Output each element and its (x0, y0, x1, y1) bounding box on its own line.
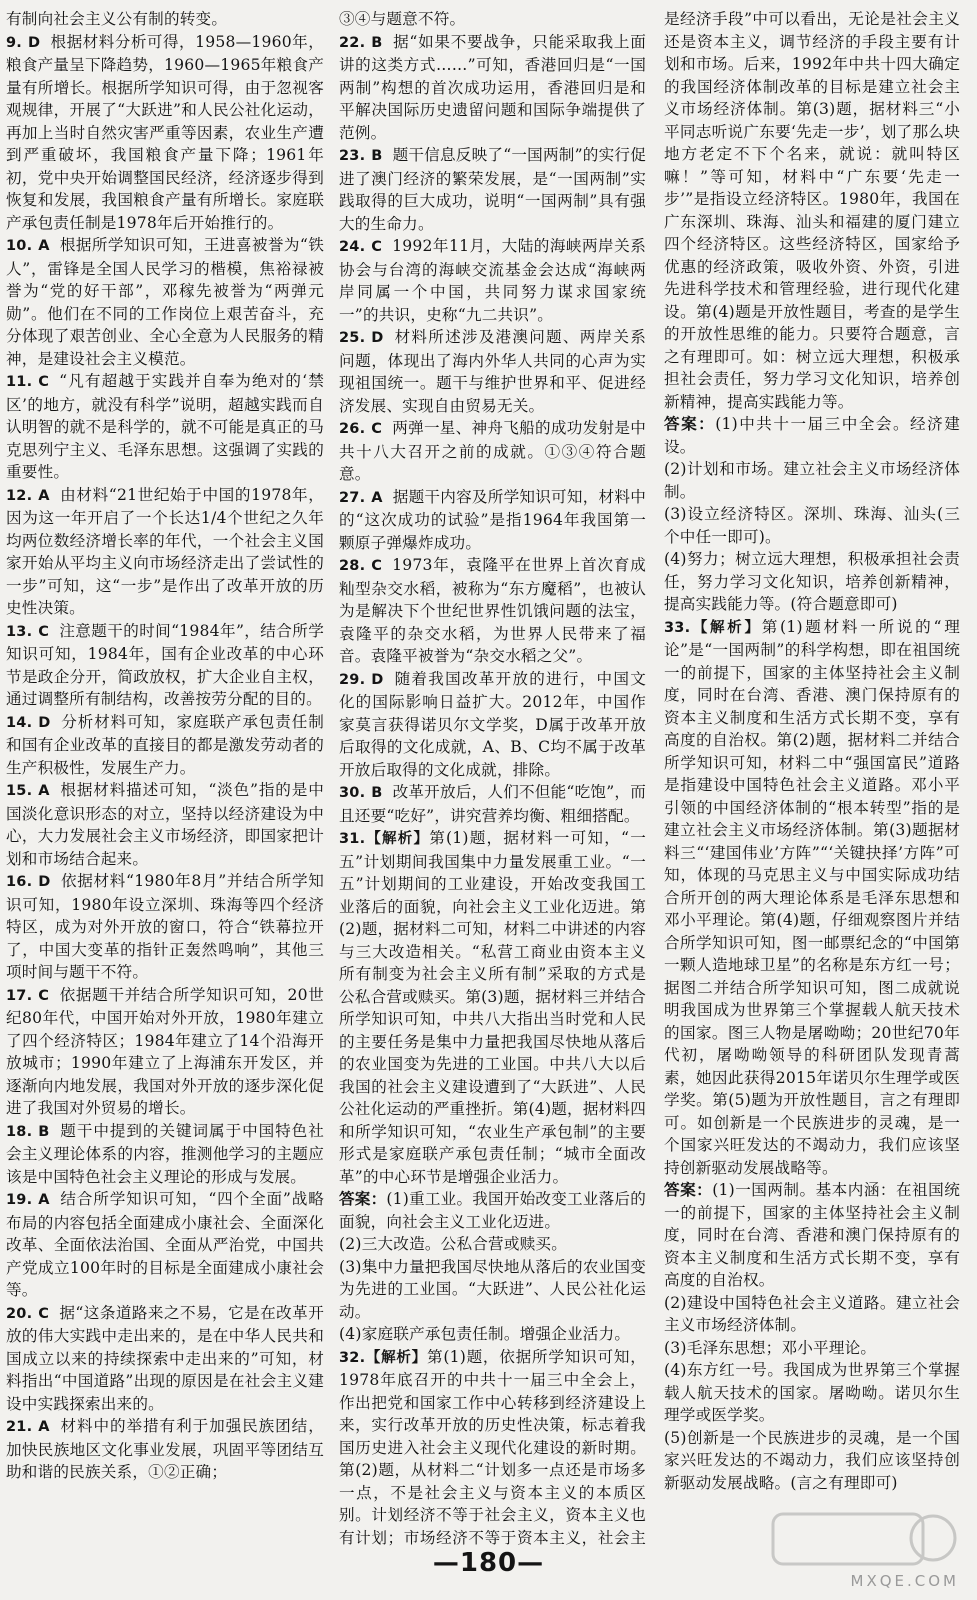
choice-letter: A (38, 783, 50, 799)
question-number: 13. (6, 623, 33, 640)
choice-letter: B (38, 1123, 50, 1140)
choice-letter: B (371, 34, 383, 51)
explanation-text: 题干信息反映了“一国两制”的实行促进了澳门经济的繁荣发展，是“一国两制”实践取得的巨大成功，说明“一国两制”具有强大的生命力。 (339, 146, 646, 233)
answer-text: (1)重工业。我国开始改变工业落后的面貌，向社会主义工业化迈进。 (339, 1190, 646, 1231)
answer-item (6, 620, 324, 711)
question-number: 14. (6, 714, 33, 731)
choice-letter: D (38, 874, 51, 890)
choice-letter: D (371, 330, 384, 346)
explanation-text: 结合所学知识可知，“四个全面”战略布局的内容包括全面建成小康社会、全面深化改革、全面依法治国、全面从严治党，中国共产党成立100年时的目标是全面建成小康社会等。 (6, 1190, 324, 1299)
explanation-text: 由材料“21世纪始于中国的1978年，因为这一年开启了一个长达1/4个世纪之久年均两位数经济增长率的年代，一个社会主义国家开始从平均主义向市场经济走出了尝试性的一步”可知，这“一步”是作出了改革开放的历史性决策。 (6, 485, 324, 617)
question-number: 24. (339, 239, 366, 255)
explanation-text: 1992年11月，大陆的海峡两岸关系协会与台湾的海峡交流基金会达成“海峡两岸同属一个中国，共同努力谋求国家统一”的共识，史称“九二共识”。 (339, 237, 646, 324)
answer-line: (2)建设中国特色社会主义道路。建立社会主义市场经济体制。 (664, 1293, 960, 1334)
choice-letter: C (371, 421, 383, 437)
answer-item (6, 1415, 324, 1484)
answer-item (339, 235, 646, 326)
explanation-text: 随着我国改革开放的进行，中国文化的国际影响日益扩大。2012年，中国作家莫言获得诺贝尔文学奖，D属于改革开放后取得的文化成就，A、B、C均不属于改革开放后取得的文化成就，排除。 (339, 669, 646, 779)
explanation-text: 改革开放后，人们不但能“吃饱”，而且还要“吃好”，讲究营养均衡、粗细搭配。 (339, 783, 646, 825)
question-number: 15. (6, 783, 33, 799)
explanation-text: 据“这条道路来之不易，它是在改革开放的伟大实践中走出来的，是在中华人民共和国成立以来的持续探索中走出来的”可知，材料指出“中国道路”出现的原因是在社会主义建设中实践探索出来的。 (6, 1303, 324, 1413)
explanation-text: 材料中的举措有利于加强民族团结，加快民族地区文化事业发展，巩固平等团结互助和谐的民族关系，①②正确； (6, 1417, 324, 1481)
answer-item (6, 1120, 324, 1189)
analysis-item (339, 827, 646, 1188)
answer-label: 答案： (664, 414, 716, 433)
analysis-text: 第(1)题材料一所说的“理论”是“一国两制”的科学构想，即在祖国统一的前提下，国家的主体坚持社会主义制度，同时在台湾、香港、澳门保持原有的资本主义制度和生活方式长期不变，享有高度的自治权。第(2)题，据材料二并结合所学知识可知，材料二中“强国富民”道路是指建设中国特色社会主义道路。邓小平引领的中国经济体制的“根本转型”指的是建立社会主义市场经济体制。第(3)题据材料三“‘建国伟业’方阵”“‘关键抉择’方阵”可知，体现的马克思主义与中国实际成功结合所开创的两大理论体系是毛泽东思想和邓小平理论。第(4)题，仔细观察图片并结合所学知识可知，图一邮票纪念的“中国第一颗人造地球卫星”的名称是东方红一号；据图二并结合所学知识可知，图二成就说明我国成为世界第三个掌握载人航天技术的国家。图三人物是屠呦呦；20世纪70年代初，屠呦呦领导的科研团队发现青蒿素，她因此获得2015年诺贝尔生理学或医学奖。第(5)题为开放性题目，言之有理即可。如创新是一个民族进步的灵魂，是一个国家兴旺发达的不竭动力，我们应该坚持创新驱动发展战略等。 (664, 617, 960, 1177)
analysis-text: 第(1)题，依据所学知识可知，1978年底召开的中共十一届三中全会上，作出把党和国家工作中心转移到经济建设上来，实行改革开放的历史性决策，标志着我国历史进入社会主义现代化建设的新时期。第(2)题，从材料二“计划多一点还是市场多一点，不是社会主义与资本主义的本质区别。计划经济不等于社会主义，资本主义也有计划；市场经济不等于资本主义，社会主 (339, 1347, 646, 1547)
explanation-text: 分析材料可知，家庭联产承包责任制和国有企业改革的直接目的都是激发劳动者的生产积极性，发展生产力。 (6, 712, 324, 777)
column-middle (339, 8, 646, 1548)
analysis-tag: 【解析】 (365, 1349, 427, 1366)
choice-letter: A (38, 1192, 50, 1208)
question-number: 10. (6, 238, 33, 254)
answer-item (6, 711, 324, 780)
choice-letter: D (371, 671, 384, 688)
answer-line: (5)创新是一个民族进步的灵魂，是一个国家兴旺发达的不竭动力，我们应该坚持创新驱动发展战略。(言之有理即可) (664, 1428, 960, 1492)
explanation-text: “凡有超越于实践并自奉为绝对的‘禁区’的地方，就没有科学”说明，超越实践而自认明智的就不是科学的，就不可能是真正的马克思列宁主义、毛泽东思想。这强调了实践的重要性。 (6, 372, 324, 481)
explanation-text: 1973年，袁隆平在世界上首次育成籼型杂交水稻，被称为“东方魔稻”，也被认为是解决下个世纪世界性饥饿问题的法宝，袁隆平的杂交水稻，为世界人民带来了福音。袁隆平被誉为“杂交水稻之父”。 (339, 556, 646, 665)
answer-item (6, 484, 324, 620)
answer-item (6, 779, 324, 870)
answer-item (6, 984, 324, 1120)
question-number: 28. (339, 558, 366, 574)
choice-letter: A (371, 489, 383, 506)
answer-line: (4)努力；树立远大理想，积极承担社会责任，努力学习文化知识，培养创新精神，提高实践能力等。(符合题意即可) (664, 550, 960, 613)
analysis-tag: 【解析】 (690, 619, 762, 636)
explanation-text: 据题干内容及所学知识可知，材料中的“这次成功的试验”是指1964年我国第一颗原子弹爆炸成功。 (339, 487, 646, 552)
analysis-item (664, 616, 960, 1180)
choice-letter: B (371, 148, 383, 164)
continued-text: 有制向社会主义公有制的转变。 (6, 10, 228, 28)
analysis-item (339, 1346, 646, 1549)
choice-letter: A (38, 487, 50, 504)
question-number: 27. (339, 489, 366, 506)
explanation-text: 依据题干并结合所学知识可知，20世纪80年代，中国开始对外开放，1980年建立了四个经济特区；1984年建立了14个沿海开放城市；1990年建立了上海浦东开发区，并逐渐向内地发展，我国对外开放的逐步深化促进了我国对外贸易的增长。 (6, 985, 324, 1117)
answer-line: (2)三大改造。公私合营或赎买。 (339, 1235, 568, 1253)
question-number: 30. (339, 785, 366, 801)
question-number: 29. (339, 671, 366, 688)
answer-text: (1)一国两制。基本内涵：在祖国统一的前提下，国家的主体坚持社会主义制度，同时在台湾、香港和澳门保持原有的资本主义制度和生活方式长期不变，享有高度的自治权。 (664, 1181, 960, 1289)
watermark-site: MXQE.COM (850, 1572, 959, 1590)
explanation-text: 根据材料分析可得，1958—1960年，粮食产量呈下降趋势，1960—1965年粮食产量有所增长。根据所学知识可得，由于忽视客观规律，开展了“大跃进”和人民公社化运动，再加上当时自然灾害严重等因素，农业生产遭到严重破坏，我国粮食产量下降；1961年初，党中央开始调整国民经济，经济逐步得到恢复和发展，我国粮食产量有所增长。家庭联产承包责任制是1978年后开始推行的。 (6, 32, 324, 232)
answer-line (664, 413, 960, 458)
answer-line (664, 1179, 960, 1292)
question-number: 18. (6, 1123, 33, 1140)
answer-line: (3)设立经济特区。深圳、珠海、汕头(三个中任一即可)。 (664, 505, 960, 546)
choice-letter: C (371, 239, 383, 255)
explanation-text: 根据材料描述可知，“淡色”指的是中国淡化意识形态的对立，坚持以经济建设为中心，大力发展社会主义市场经济，即国家把计划和市场结合起来。 (6, 781, 324, 868)
choice-letter: D (38, 714, 51, 731)
answer-line: (4)东方红一号。我国成为世界第三个掌握载人航天技术的国家。屠呦呦。诺贝尔生理学或医学奖。 (664, 1361, 960, 1424)
answer-item (339, 486, 646, 555)
answer-text: (1)中共十一届三中全会。经济建设。 (664, 415, 960, 456)
explanation-text: 注意题干的时间“1984年”，结合所学知识可知，1984年，国有企业改革的中心环节是政企分开，简政放权，扩大企业自主权，通过调整所有制结构，改善按劳分配的目的。 (6, 621, 324, 708)
analysis-tag: 【解析】 (365, 831, 430, 847)
question-number: 25. (339, 330, 366, 346)
answer-line: (3)集中力量把我国尽快地从落后的农业国变为先进的工业国。“大跃进”、人民公社化运动。 (339, 1257, 646, 1321)
answer-item (6, 370, 324, 484)
explanation-text: 两弹一星、神舟飞船的成功发射是中共十八大召开之前的成就。①③④符合题意。 (339, 419, 646, 483)
question-number: 22. (339, 34, 366, 51)
question-number: 12. (6, 487, 33, 504)
choice-letter: C (38, 987, 50, 1004)
column-right (664, 8, 960, 1548)
answer-item (339, 326, 646, 417)
choice-letter: A (38, 238, 50, 254)
answer-line: (3)毛泽东思想；邓小平理论。 (664, 1338, 877, 1357)
answer-line: (4)家庭联产承包责任制。增强企业活力。 (339, 1325, 631, 1343)
question-number: 11. (6, 374, 33, 390)
question-number: 31. (339, 831, 366, 847)
page-number: —180— (432, 1548, 545, 1578)
choice-letter: A (38, 1419, 50, 1435)
column-left (6, 8, 324, 1548)
answer-item (339, 781, 646, 827)
choice-letter: B (371, 785, 383, 801)
question-number: 33. (664, 619, 691, 636)
explanation-text: 依据材料“1980年8月”并结合所学知识可知，1980年设立深圳、珠海等四个经济特区，成为对外开放的窗口，符合“铁幕拉开了，中国大变革的指针正轰然鸣响”，其他三项时间与题干不符。 (6, 872, 324, 981)
answer-item (339, 554, 646, 668)
choice-letter: C (38, 1305, 50, 1322)
question-number: 16. (6, 874, 33, 890)
choice-letter: C (38, 623, 50, 640)
explanation-text: 据“如果不要战争，只能采取我上面讲的这类方式……”可知，香港回归是“一国两制”构想的首次成功运用，香港回归是和平解决国际历史遗留问题和国际争端提供了范例。 (339, 32, 646, 142)
answer-label: 答案： (664, 1180, 713, 1199)
answer-item (339, 144, 646, 235)
answer-block (664, 413, 960, 616)
question-number: 17. (6, 987, 33, 1004)
answer-label: 答案： (339, 1189, 387, 1208)
answer-item (6, 31, 324, 235)
answer-line (339, 1188, 646, 1233)
question-number: 20. (6, 1305, 33, 1322)
answer-item (6, 870, 324, 984)
question-number: 21. (6, 1419, 33, 1435)
answer-item (6, 1188, 324, 1302)
question-number: 9. (6, 34, 22, 51)
answer-item (6, 234, 324, 370)
answer-item (6, 1302, 324, 1416)
analysis-text: 第(1)题，据材料一可知，“一五”计划期间我国集中力量发展重工业。“一五”计划期间的工业建设，开始改变我国工业落后的面貌，向社会主义工业化迈进。第(2)题，据材料二可知，材料二中讲述的内容与三大改造相关。“私营工商业由资本主义所有制变为社会主义所有制”采取的方式是公私合营或赎买。第(3)题，据材料三并结合所学知识可知，中共八大指出当时党和人民的主要任务是集中力量把我国尽快地从落后的农业国变为先进的工业国。中共八大以后我国的社会主义建设遭到了“大跃进”、人民公社化运动的严重挫折。第(4)题，据材料四和所学知识可知，“农业生产承包制”的主要形式是家庭联产承包责任制；“城市全面改革”的中心环节是增强企业活力。 (339, 829, 646, 1186)
answer-block (339, 1188, 646, 1346)
answer-line: (2)计划和市场。建立社会主义市场经济体制。 (664, 460, 960, 501)
continued-text: ③④与题意不符。 (339, 10, 466, 28)
choice-letter: C (38, 374, 50, 390)
explanation-text: 题干中提到的关键词属于中国特色社会主义理论体系的内容，推测他学习的主题应该是中国特色社会主义理论的形成与发展。 (6, 1121, 324, 1186)
explanation-text: 根据所学知识可知，王进喜被誉为“铁人”，雷锋是全国人民学习的楷模，焦裕禄被誉为“党的好干部”，邓稼先被誉为“两弹元勋”。他们在不同的工作岗位上艰苦奋斗，充分体现了艰苦创业、全心全意为人民服务的精神，是建设社会主义模范。 (6, 236, 324, 368)
explanation-text: 材料所述涉及港澳问题、两岸关系问题，体现出了海内外华人共同的心声为实现祖国统一。题干与维护世界和平、促进经济发展、实现自由贸易无关。 (339, 328, 646, 415)
choice-letter: D (28, 34, 41, 51)
answer-item (339, 668, 646, 782)
question-number: 23. (339, 148, 366, 164)
question-number: 19. (6, 1192, 33, 1208)
answer-item (339, 417, 646, 486)
answer-block (664, 1179, 960, 1494)
question-number: 32. (339, 1349, 366, 1366)
answer-item (339, 31, 646, 145)
continued-text: 是经济手段”中可以看出，无论是社会主义还是资本主义，调节经济的手段主要有计划和市场。后来，1992年中共十四大确定的我国经济体制改革的目标是建立社会主义市场经济体制。第(3)题，据材料三“小平同志听说广东要‘先走一步’，划了那么块地方老定不下个名来，就说：就叫特区嘛！”等可知，材料中“广东要‘先走一步’”是指设立经济特区。1980年，我国在广东深圳、珠海、汕头和福建的厦门建立四个经济特区。这些经济特区，国家给予优惠的经济政策，吸收外资、外资，引进先进科学技术和管理经验，进行现代化建设。第(4)题是开放性题目，考查的是学生的开放性思维的能力。只要符合题意，言之有理即可。如：树立远大理想，积极承担社会责任，努力学习文化知识，培养创新精神，提高实践能力等。 (664, 10, 960, 411)
question-number: 26. (339, 421, 366, 437)
choice-letter: C (371, 558, 383, 574)
